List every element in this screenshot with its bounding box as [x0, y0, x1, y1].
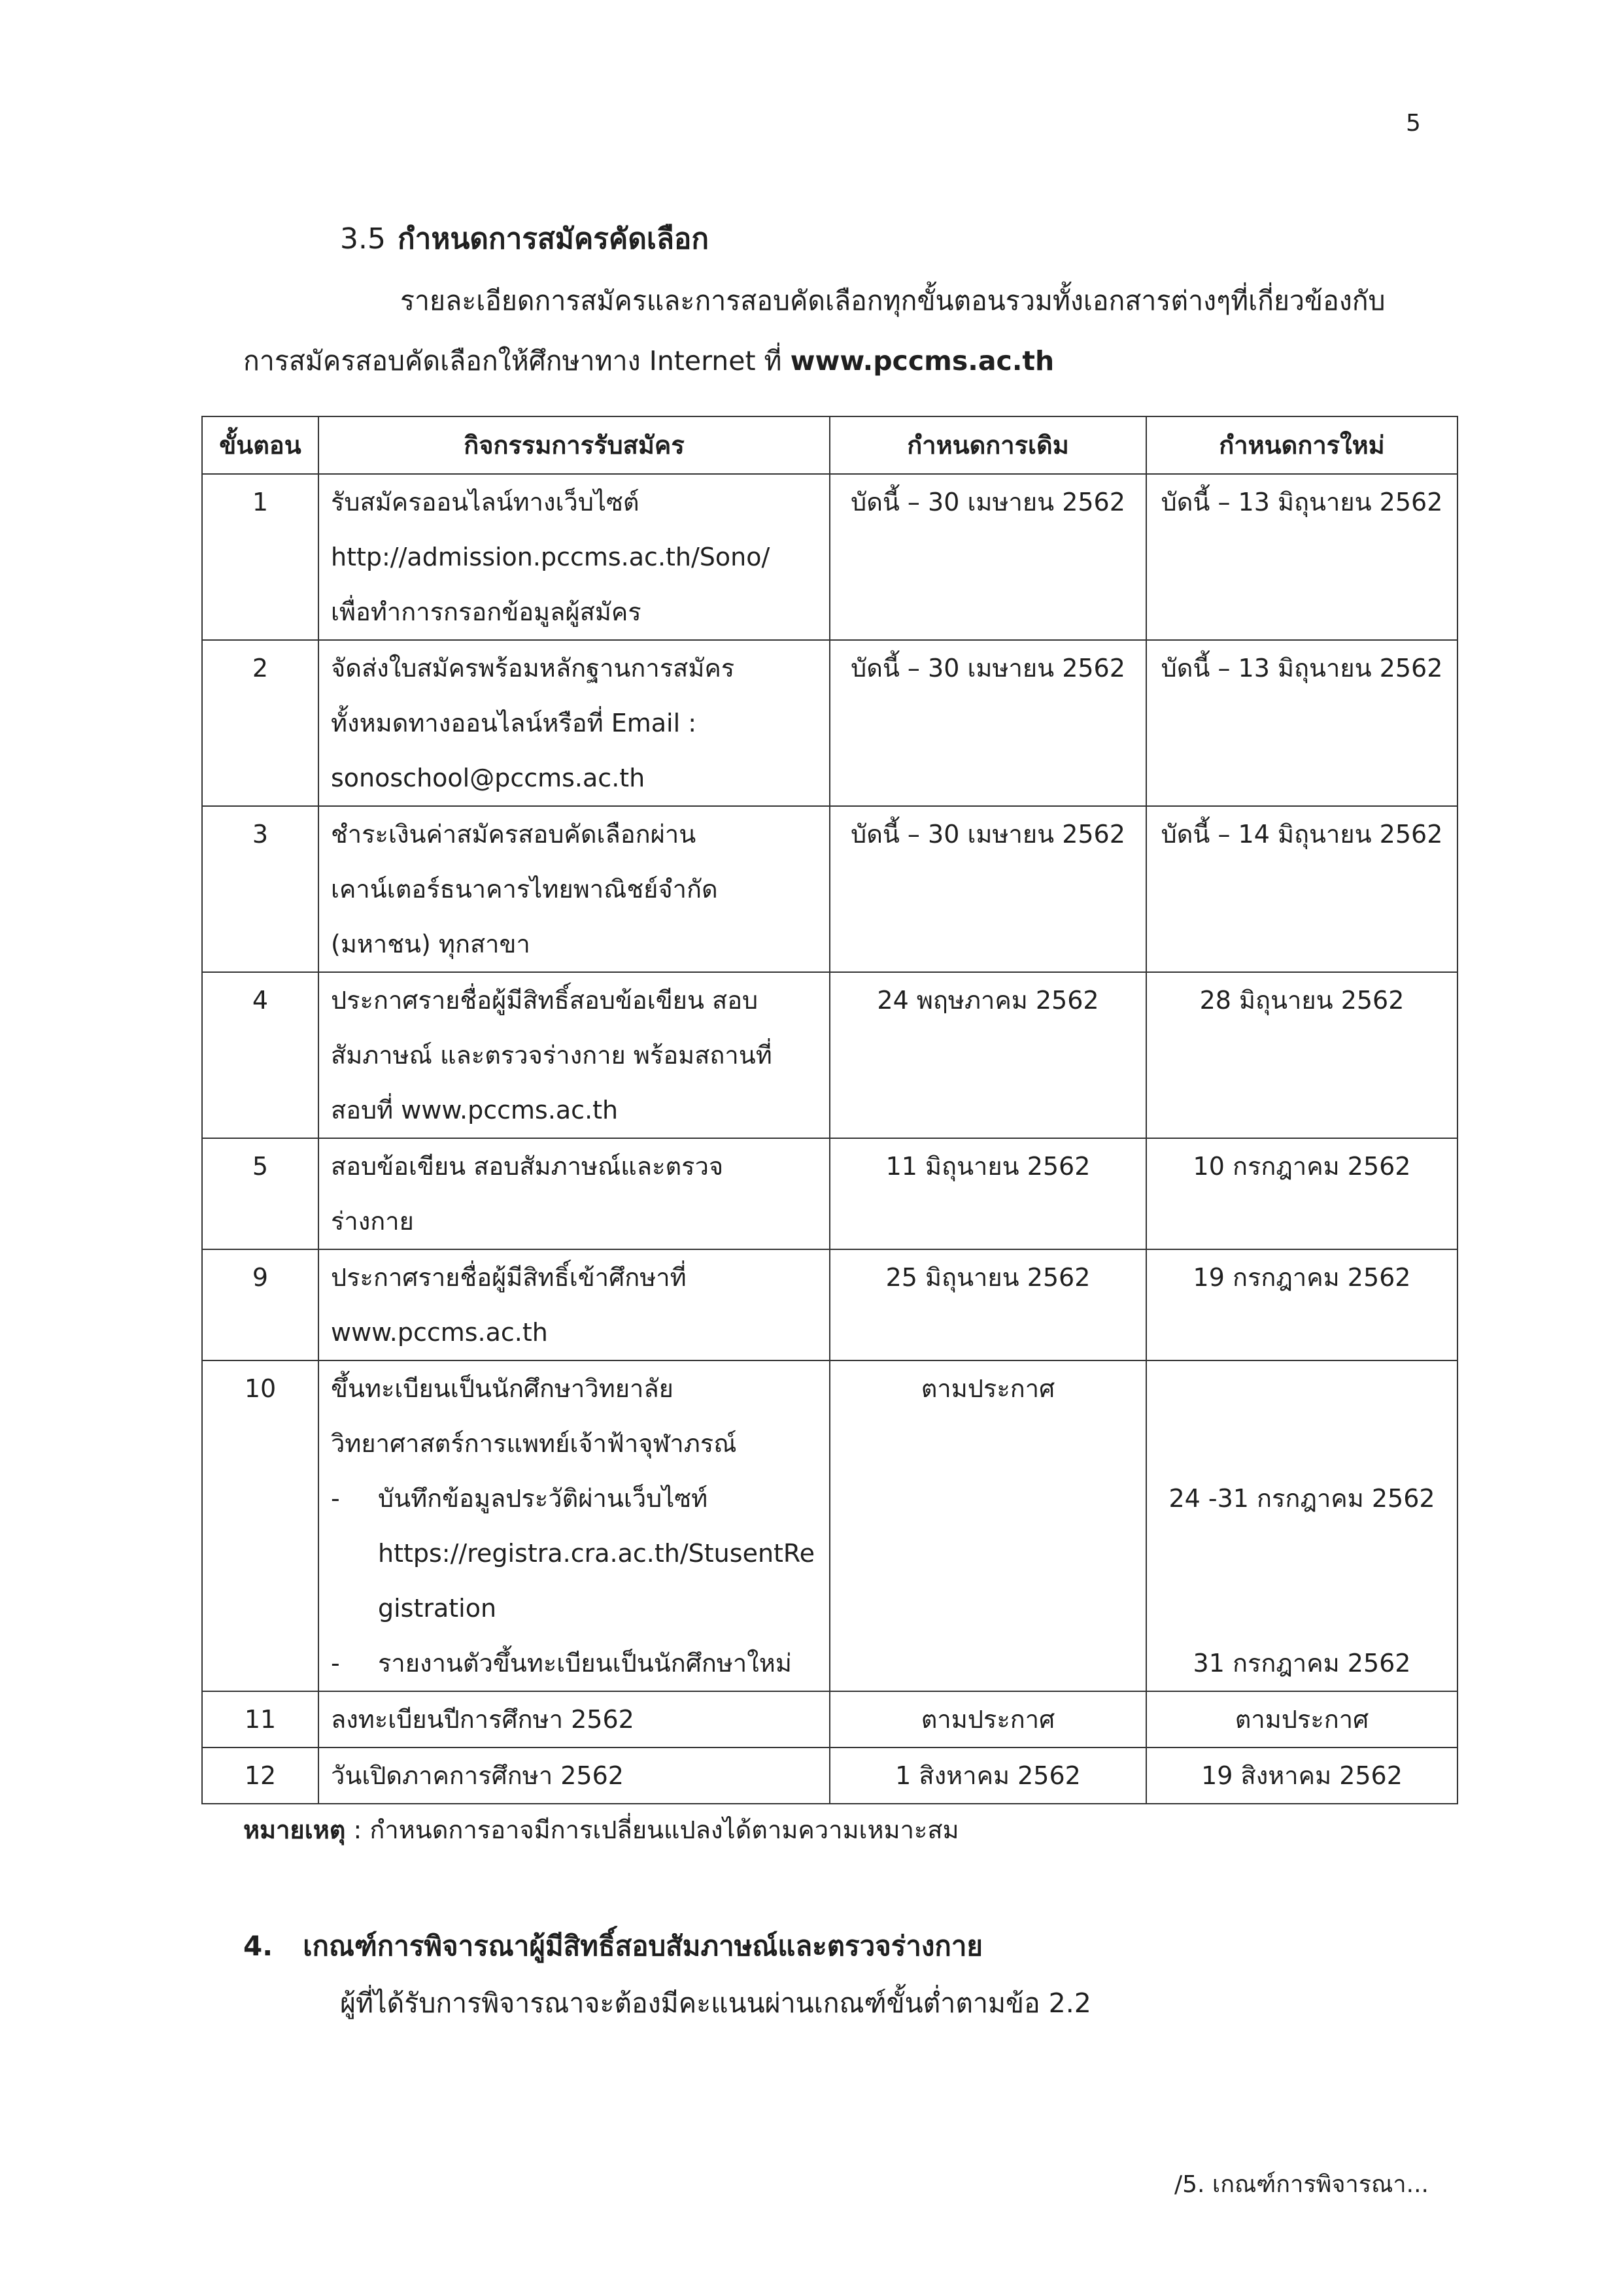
- section-title: กำหนดการสมัครคัดเลือก: [397, 222, 709, 256]
- header-step: ขั้นตอน: [202, 416, 318, 474]
- new-date-cell: 28 มิถุนายน 2562: [1146, 972, 1457, 1138]
- old-date-cell: บัดนี้ – 30 เมษายน 2562: [830, 806, 1146, 972]
- sub-item-line: บันทึกข้อมูลประวัติผ่านเว็บไซท์: [378, 1484, 708, 1513]
- activity-cell: [318, 972, 830, 1138]
- activity-cell: [318, 1138, 830, 1249]
- old-date-cell: 25 มิถุนายน 2562: [830, 1249, 1146, 1360]
- old-date-cell: บัดนี้ – 30 เมษายน 2562: [830, 474, 1146, 640]
- activity-line: ประกาศรายชื่อผู้มีสิทธิ์เข้าศึกษาที่: [331, 1263, 687, 1292]
- activity-line: (มหาชน) ทุกสาขา: [331, 930, 530, 958]
- activity-line: รับสมัครออนไลน์ทางเว็บไซต์: [331, 488, 639, 516]
- step-cell: 5: [202, 1138, 318, 1249]
- activity-line: ทั้งหมดทางออนไลน์หรือที่ Email :: [331, 709, 697, 737]
- section-4-heading: [243, 1925, 983, 1968]
- activity-line: ขึ้นทะเบียนเป็นนักศึกษาวิทยาลัย: [331, 1374, 673, 1403]
- header-new-schedule: กำหนดการใหม่: [1146, 416, 1457, 474]
- new-date-cell: บัดนี้ – 13 มิถุนายน 2562: [1146, 640, 1457, 806]
- sub-item-url[interactable]: https://registra.cra.ac.th/StusentRe: [378, 1539, 815, 1568]
- new-date-cell: ตามประกาศ: [1146, 1691, 1457, 1747]
- activity-cell: [318, 806, 830, 972]
- intro-line-2: [243, 340, 1054, 382]
- old-date-cell: 1 สิงหาคม 2562: [830, 1747, 1146, 1804]
- activity-cell: [318, 474, 830, 640]
- remark-text: : กำหนดการอาจมีการเปลี่ยนแปลงได้ตามความเหมาะสม: [345, 1815, 959, 1844]
- table-row: [202, 1747, 1457, 1804]
- new-date-cell: 10 กรกฎาคม 2562: [1146, 1138, 1457, 1249]
- activity-cell: วันเปิดภาคการศึกษา 2562: [318, 1747, 830, 1804]
- table-row: [202, 1249, 1457, 1360]
- sub1-new-date: 24 -31 กรกฎาคม 2562: [1168, 1484, 1435, 1513]
- schedule-table: [201, 416, 1458, 1804]
- table-row: [202, 806, 1457, 972]
- header-activity: กิจกรรมการรับสมัคร: [318, 416, 830, 474]
- page-number: 5: [1406, 110, 1421, 137]
- remark-label: หมายเหตุ: [243, 1815, 346, 1844]
- activity-line: สอบที่ www.pccms.ac.th: [331, 1096, 619, 1124]
- new-date-cell: 19 สิงหาคม 2562: [1146, 1747, 1457, 1804]
- step-cell: 11: [202, 1691, 318, 1747]
- old-date-cell: 11 มิถุนายน 2562: [830, 1138, 1146, 1249]
- step-cell: 1: [202, 474, 318, 640]
- website-link[interactable]: www.pccms.ac.th: [790, 345, 1055, 377]
- activity-line: เคาน์เตอร์ธนาคารไทยพาณิชย์จำกัด: [331, 875, 718, 903]
- step-cell: 9: [202, 1249, 318, 1360]
- continuation-footer: /5. เกณฑ์การพิจารณา...: [1174, 2171, 1429, 2198]
- table-row: [202, 1691, 1457, 1747]
- spacer: [1159, 1416, 1445, 1471]
- activity-line: ชำระเงินค่าสมัครสอบคัดเลือกผ่าน: [331, 820, 696, 849]
- new-date-cell: บัดนี้ – 14 มิถุนายน 2562: [1146, 806, 1457, 972]
- old-date-cell: 24 พฤษภาคม 2562: [830, 972, 1146, 1138]
- step-cell: 2: [202, 640, 318, 806]
- section-4-number: 4.: [243, 1930, 273, 1962]
- activity-line: วิทยาศาสตร์การแพทย์เจ้าฟ้าจุฬาภรณ์: [331, 1429, 737, 1458]
- activity-cell: [318, 1249, 830, 1360]
- intro-line-1: รายละเอียดการสมัครและการสอบคัดเลือกทุกขั้นตอนรวมทั้งเอกสารต่างๆที่เกี่ยวข้องกับ: [400, 285, 1386, 316]
- spacer: [1159, 1581, 1445, 1636]
- step-cell: 10: [202, 1360, 318, 1691]
- sub-item: [331, 1471, 817, 1636]
- intro-line-2-text: การสมัครสอบคัดเลือกให้ศึกษาทาง Internet ที่: [243, 345, 791, 377]
- activity-line: ประกาศรายชื่อผู้มีสิทธิ์สอบข้อเขียน สอบ: [331, 986, 758, 1015]
- step-cell: 12: [202, 1747, 318, 1804]
- activity-cell: ลงทะเบียนปีการศึกษา 2562: [318, 1691, 830, 1747]
- new-date-cell: [1146, 1360, 1457, 1691]
- remark: [243, 1810, 959, 1849]
- activity-cell: [318, 640, 830, 806]
- activity-cell: [318, 1360, 830, 1691]
- activity-line: สอบข้อเขียน สอบสัมภาษณ์และตรวจ: [331, 1152, 724, 1181]
- section-number: 3.5: [340, 222, 386, 256]
- activity-line: สัมภาษณ์ และตรวจร่างกาย พร้อมสถานที่: [331, 1041, 772, 1070]
- activity-line: เพื่อทำการกรอกข้อมูลผู้สมัคร: [331, 598, 641, 626]
- spacer: [1159, 1526, 1445, 1581]
- table-row: [202, 1360, 1457, 1691]
- activity-line: จัดส่งใบสมัครพร้อมหลักฐานการสมัคร: [331, 654, 735, 683]
- sub-item: [331, 1636, 817, 1691]
- new-date-cell: 19 กรกฎาคม 2562: [1146, 1249, 1457, 1360]
- activity-line: ร่างกาย: [331, 1207, 414, 1236]
- activity-email[interactable]: sonoschool@pccms.ac.th: [331, 764, 645, 792]
- old-date-cell: ตามประกาศ: [830, 1360, 1146, 1691]
- section-4-title: เกณฑ์การพิจารณาผู้มีสิทธิ์สอบสัมภาษณ์และตรวจร่างกาย: [303, 1930, 983, 1962]
- old-date-cell: ตามประกาศ: [830, 1691, 1146, 1747]
- sub-item-line: รายงานตัวขึ้นทะเบียนเป็นนักศึกษาใหม่: [378, 1649, 792, 1678]
- section-4-text: ผู้ที่ได้รับการพิจารณาจะต้องมีคะแนนผ่านเกณฑ์ขั้นต่ำตามข้อ 2.2: [340, 1987, 1091, 2019]
- new-date-cell: บัดนี้ – 13 มิถุนายน 2562: [1146, 474, 1457, 640]
- old-date-cell: บัดนี้ – 30 เมษายน 2562: [830, 640, 1146, 806]
- sub2-new-date: 31 กรกฎาคม 2562: [1193, 1649, 1411, 1678]
- table-row: [202, 972, 1457, 1138]
- activity-url[interactable]: http://admission.pccms.ac.th/Sono/: [331, 543, 770, 571]
- table-row: [202, 474, 1457, 640]
- dash-bullet: -: [331, 1649, 340, 1678]
- table-row: [202, 640, 1457, 806]
- header-old-schedule: กำหนดการเดิม: [830, 416, 1146, 474]
- dash-bullet: -: [331, 1484, 340, 1513]
- sub-item-url-cont[interactable]: gistration: [378, 1594, 497, 1623]
- activity-url[interactable]: www.pccms.ac.th: [331, 1318, 548, 1347]
- table-row: [202, 1138, 1457, 1249]
- step-cell: 3: [202, 806, 318, 972]
- spacer: [1159, 1361, 1445, 1416]
- table-header-row: [202, 416, 1457, 474]
- step-cell: 4: [202, 972, 318, 1138]
- section-heading: [340, 216, 709, 262]
